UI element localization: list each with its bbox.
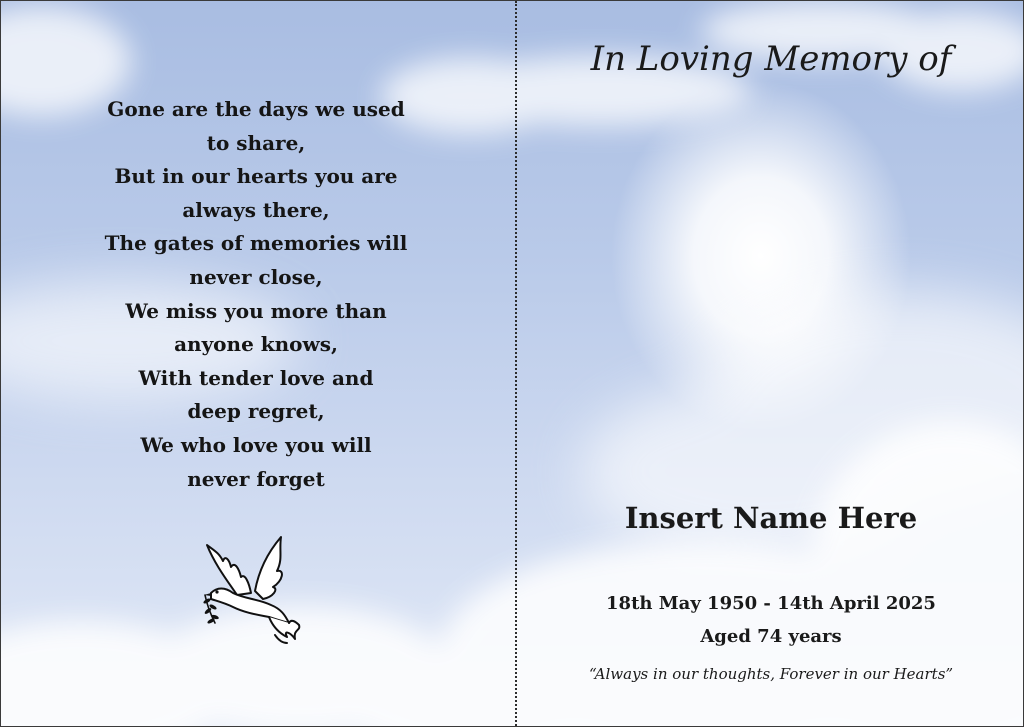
poem-line: to share, [206, 130, 306, 155]
poem-line: The gates of memories will [104, 231, 408, 256]
memorial-quote: “Always in our thoughts, Forever in our Hearts” [588, 665, 954, 683]
poem-line: always there, [182, 197, 330, 222]
poem-line: anyone knows, [174, 332, 338, 357]
card-title: In Loving Memory of [590, 39, 952, 79]
poem-line: We miss you more than [125, 298, 387, 323]
life-dates: 18th May 1950 - 14th April 2025 [606, 593, 936, 614]
poem-line: Gone are the days we used [107, 97, 405, 121]
dove-with-olive-branch-icon [193, 529, 305, 653]
fold-line [515, 1, 517, 726]
age-text: Aged 74 years [700, 626, 842, 647]
poem-verse [61, 93, 451, 496]
poem-line: With tender love and [138, 365, 374, 390]
poem-line: never forget [187, 466, 325, 491]
deceased-name: Insert Name Here [624, 501, 918, 535]
poem-line: But in our hearts you are [114, 164, 398, 189]
poem-line: We who love you will [140, 432, 372, 457]
poem-line: deep regret, [187, 399, 325, 424]
poem-line: never close, [189, 264, 323, 289]
